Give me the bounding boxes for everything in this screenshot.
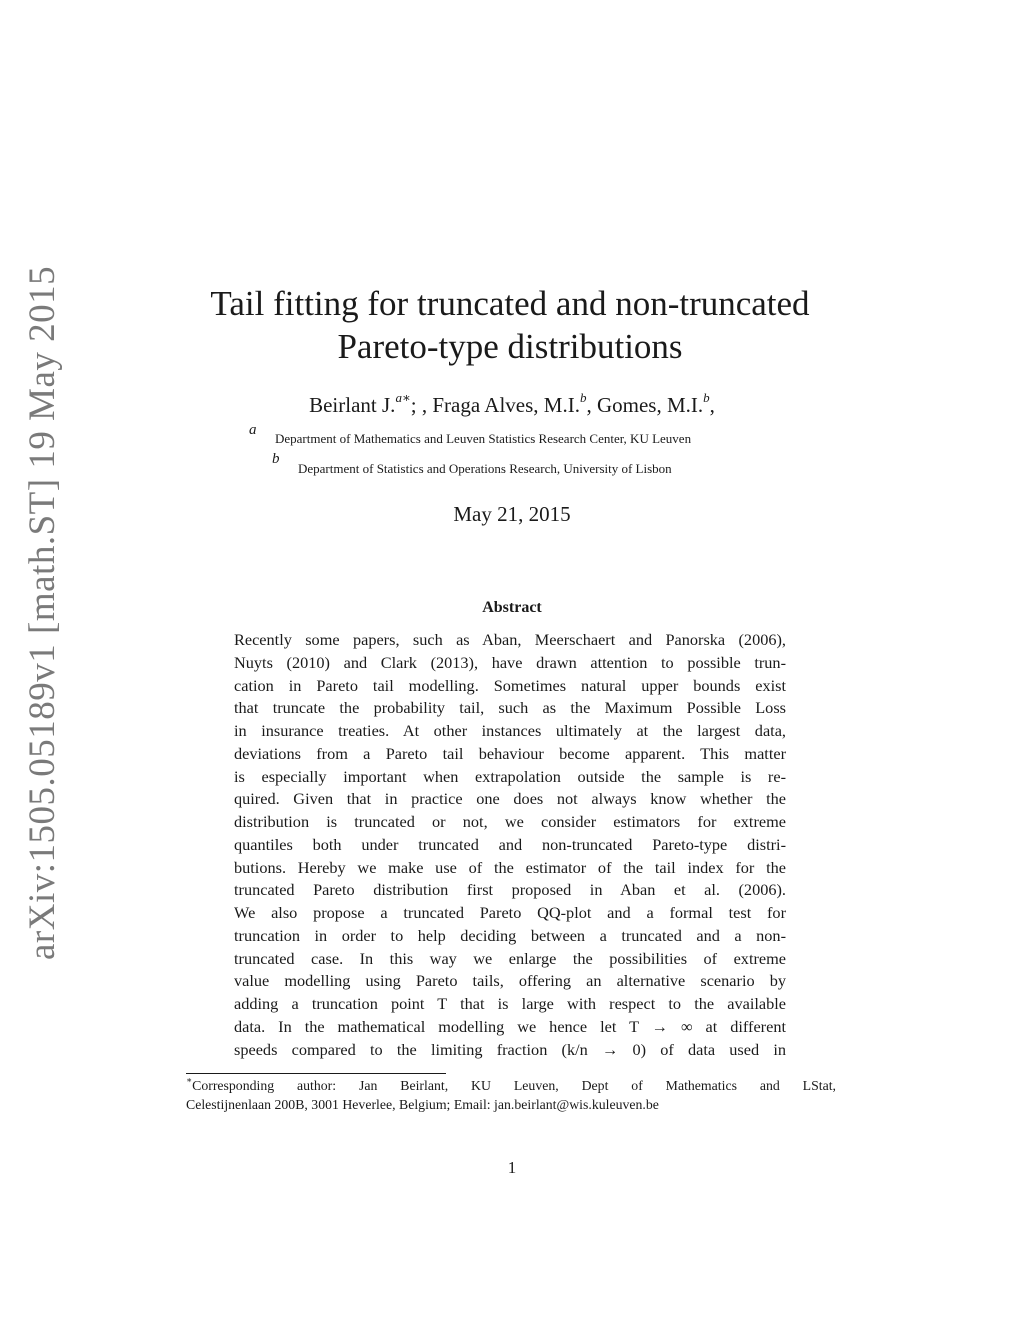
footnote-line: Celestijnenlaan 200B, 3001 Heverlee, Belgium; Email: jan.beirlant@wis.kuleuven.be [186,1097,659,1112]
abstract-line: truncated case. In this way we enlarge the possibilities of extreme [234,948,786,968]
footnote-marker: ∗ [186,1075,193,1085]
abstract-line: that truncate the probability tail, such as the Maximum Possible Loss [234,698,786,718]
affiliation-text: Department of Mathematics and Leuven Statistics Research Center, KU Leuven [275,431,692,446]
author-affil-mark: b [703,390,710,405]
arxiv-stamp: arXiv:1505.05189v1 [math.ST] 19 May 2015 [22,265,63,960]
footnote [186,1076,836,1114]
abstract-line: is especially important when extrapolation outside the sample is re- [234,766,786,786]
abstract-line: quired. Given that in practice one does not always know whether the [234,789,786,809]
affiliation-mark: a [249,422,257,438]
abstract-line: truncation in order to help deciding between a truncated and a non- [234,925,786,945]
abstract-heading: Abstract [482,599,542,616]
abstract-line: speeds compared to the limiting fraction (k/n → 0) of data used in [234,1039,786,1059]
paper-date: May 21, 2015 [453,502,571,526]
footnote-line [186,1076,836,1095]
author-name: , Fraga Alves, M.I. [421,393,580,417]
abstract-line: deviations from a Pareto tail behaviour become apparent. This matter [234,743,786,763]
abstract-line: Nuyts (2010) and Clark (2013), have drawn attention to possible trun- [234,652,786,672]
author-affil-mark: b [579,390,587,405]
affiliation-text: Department of Statistics and Operations Research, University of Lisbon [298,461,672,476]
author-name: , Gomes, M.I. [586,393,704,417]
abstract-line: data. In the mathematical modelling we hence let T → ∞ at different [234,1016,786,1036]
abstract-line: cation in Pareto tail modelling. Sometimes natural upper bounds exist [234,675,786,695]
footnote-text: Corresponding author: Jan Beirlant, KU Leuven, Dept of Mathematics and LStat, [192,1078,836,1093]
author-affil-mark: a∗ [395,390,411,405]
page-number: 1 [507,1158,517,1177]
affiliation-mark: b [272,451,280,467]
author-separator: , [709,393,715,417]
abstract-line: We also propose a truncated Pareto QQ-plot and a formal test for [234,903,786,922]
abstract-line: adding a truncation point T that is large with respect to the available [234,994,786,1013]
abstract-line: truncated Pareto distribution first proposed in Aban et al. (2006). [234,880,786,900]
paper-title [150,282,870,368]
abstract-line: quantiles both under truncated and non-truncated Pareto-type distri- [234,834,786,854]
author-separator: ; [410,393,417,417]
author-list [0,391,1024,419]
abstract-line: Recently some papers, such as Aban, Meerschaert and Panorska (2006), [234,630,786,649]
abstract-line: in insurance treaties. At other instances ultimately at the largest data, [234,721,786,740]
footnote-rule [186,1073,446,1074]
abstract-line: value modelling using Pareto tails, offering an alternative scenario by [234,971,786,991]
abstract-line: distribution is truncated or not, we consider estimators for extreme [234,812,786,831]
abstract-body [234,629,786,1061]
title-line-1: Tail fitting for truncated and non-truncated [210,284,810,323]
title-line-2: Pareto-type distributions [337,327,683,366]
author-name: Beirlant J. [309,393,396,417]
abstract-line: butions. Hereby we make use of the estimator of the tail index for the [234,857,786,877]
